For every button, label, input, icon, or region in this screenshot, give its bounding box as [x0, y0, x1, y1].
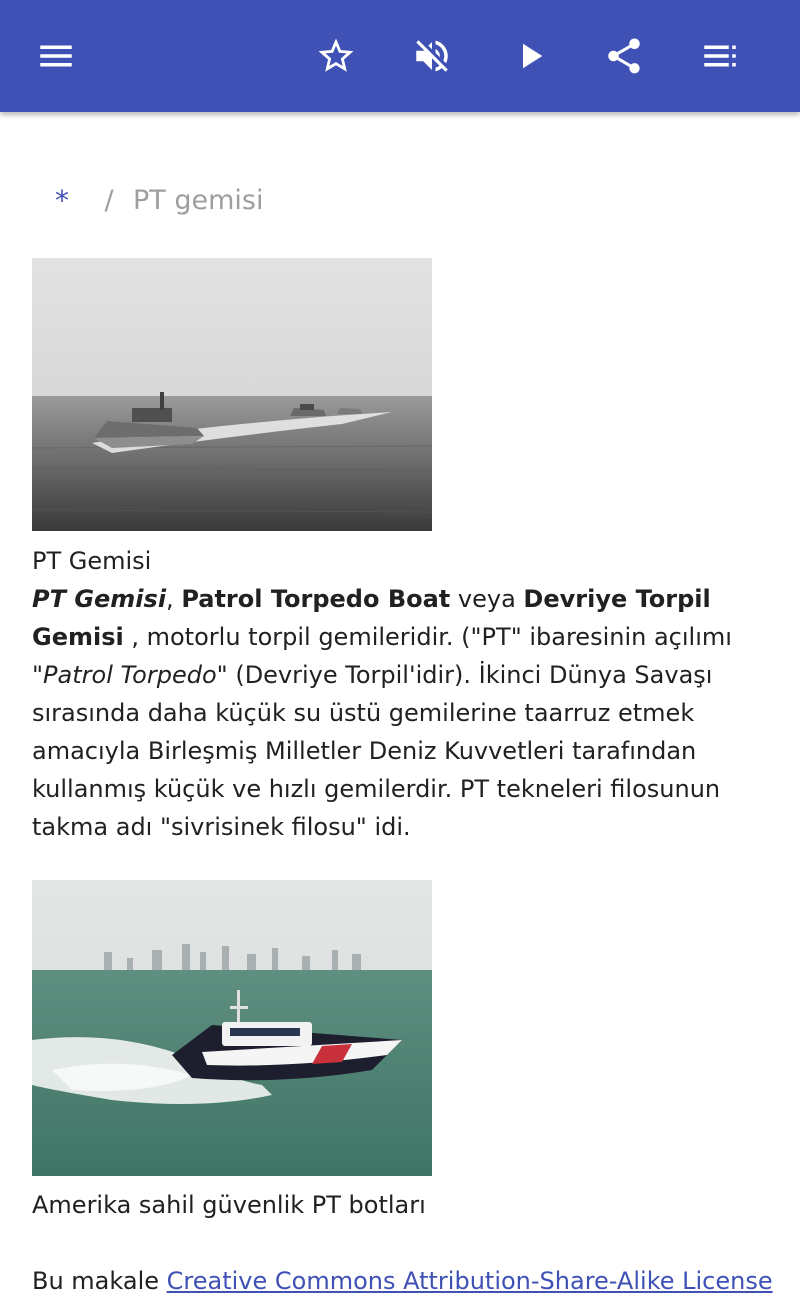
menu-icon — [35, 35, 77, 77]
pt-boat-photo-bw[interactable] — [32, 258, 432, 531]
share-button[interactable] — [596, 28, 652, 84]
app-bar — [0, 0, 800, 112]
text-veya: veya — [450, 585, 524, 613]
contents-button[interactable] — [692, 28, 748, 84]
favorite-button[interactable] — [308, 28, 364, 84]
license-notice — [32, 1262, 773, 1300]
text-comma: , — [166, 585, 182, 613]
play-icon — [509, 35, 551, 77]
article-content — [0, 112, 800, 1295]
term-italic: PT Gemisi — [32, 585, 167, 613]
menu-button[interactable] — [28, 28, 84, 84]
breadcrumb — [55, 180, 263, 220]
license-link[interactable]: Creative Commons Attribution-Share-Alike License — [166, 1267, 773, 1295]
playlist-icon — [699, 35, 741, 77]
license-prefix: Bu makale — [32, 1267, 167, 1295]
breadcrumb-separator: / — [104, 184, 114, 216]
mute-button[interactable] — [404, 28, 460, 84]
share-icon — [603, 35, 645, 77]
article-paragraph — [32, 580, 782, 846]
coast-guard-boat-photo[interactable] — [32, 880, 432, 1176]
term-patrol-torpedo-boat: Patrol Torpedo Boat — [181, 585, 451, 613]
volume-off-icon — [411, 35, 453, 77]
breadcrumb-current: PT gemisi — [133, 184, 264, 216]
star-outline-icon — [315, 35, 357, 77]
text-italic-patrol-torpedo: Patrol Torpedo — [43, 661, 217, 689]
breadcrumb-home[interactable]: * — [55, 183, 69, 217]
figure-caption: Amerika sahil güvenlik PT botları — [32, 1191, 426, 1219]
text-part2: " (Devriye Torpil'idir). İkinci Dünya Savaşı sırasında daha küçük su üstü gemilerine taarruz etmek amacıyla Birleşmiş Milletler Deniz Kuvvetleri tarafından kullanmış küçük ve hızlı gemilerdir. PT tekneleri filosunun takma adı "sivrisinek filosu" idi. — [32, 661, 721, 841]
play-button[interactable] — [502, 28, 558, 84]
figure-caption: PT Gemisi — [32, 547, 152, 575]
term-devriye-torpil-gemisi: Devriye Torpil Gemisi — [32, 585, 711, 651]
text-part1: , motorlu torpil gemileridir. ("PT" ibaresinin açılımı " — [32, 623, 732, 689]
